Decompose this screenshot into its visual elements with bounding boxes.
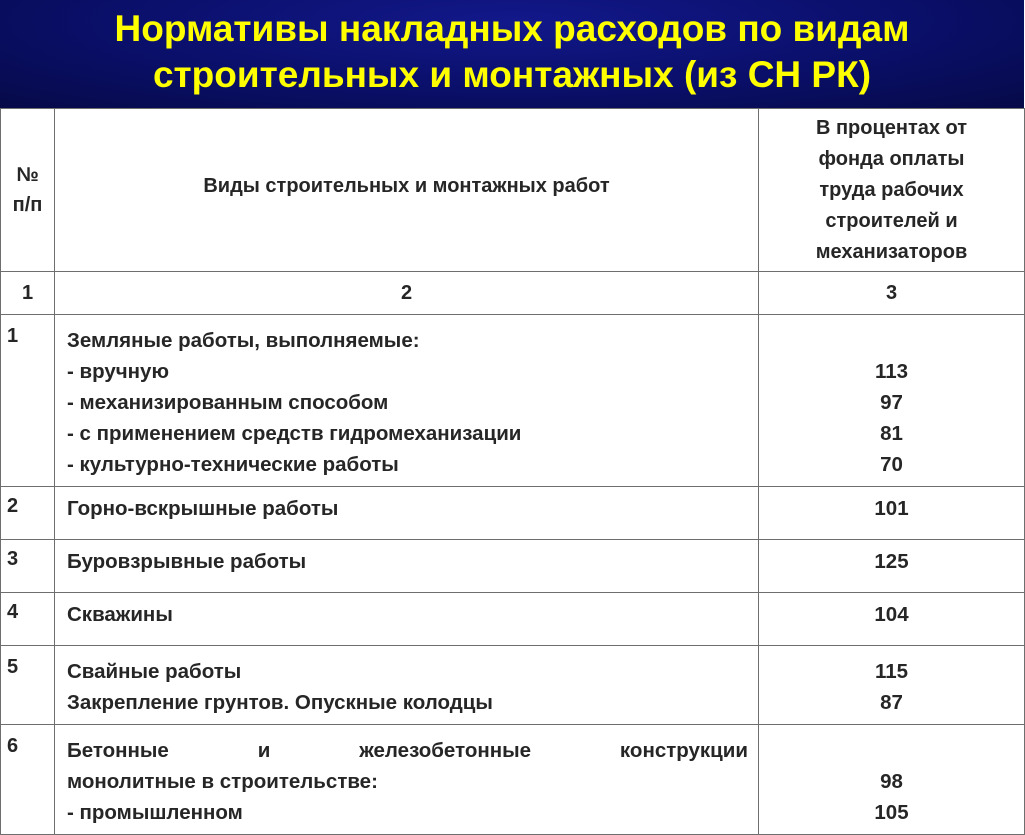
title-line-1: Нормативы накладных расходов по видам [114, 8, 910, 49]
work-line: - с применением средств гидромеханизации [67, 422, 522, 445]
row-work-type [55, 725, 759, 835]
row-number: 4 [1, 593, 55, 646]
table-row [1, 487, 1025, 540]
column-index: 3 [759, 272, 1025, 315]
header-num-line: № [16, 164, 39, 186]
work-line: - культурно-технические работы [67, 453, 399, 476]
work-line: - промышленном [67, 801, 243, 824]
header-percent-line: В процентах от [815, 117, 968, 139]
work-line: Скважины [67, 603, 173, 626]
column-index: 1 [1, 272, 55, 315]
work-line: Горно-вскрышные работы [67, 497, 339, 520]
percent-value: 115 [874, 660, 909, 683]
percent-value: 87 [880, 691, 903, 714]
table-row [1, 540, 1025, 593]
header-percent-line: механизаторов [815, 241, 968, 263]
row-percent [759, 593, 1025, 646]
header-num-line: п/п [12, 194, 43, 216]
table-row [1, 646, 1025, 725]
percent-value: 125 [874, 550, 909, 573]
header-num [1, 109, 55, 272]
table-row [1, 315, 1025, 487]
header-work-types: Виды строительных и монтажных работ [55, 109, 759, 272]
row-work-type [55, 540, 759, 593]
row-percent [759, 540, 1025, 593]
table-header-row [1, 109, 1025, 272]
percent-value: 98 [880, 770, 903, 793]
column-index-row [1, 272, 1025, 315]
row-percent [759, 315, 1025, 487]
header-percent [759, 109, 1025, 272]
table-row [1, 593, 1025, 646]
row-number: 3 [1, 540, 55, 593]
row-number: 5 [1, 646, 55, 725]
percent-value: 97 [880, 391, 903, 414]
percent-value: 70 [880, 453, 903, 476]
work-line: Бетонные и железобетонные конструкции [67, 739, 748, 762]
work-line: - вручную [67, 360, 169, 383]
percent-value [759, 325, 1024, 356]
percent-value: 113 [874, 360, 909, 383]
work-line: монолитные в строительстве: [67, 770, 378, 793]
row-percent [759, 646, 1025, 725]
percent-value: 104 [874, 603, 909, 626]
header-percent-line: фонда оплаты [818, 148, 965, 170]
row-percent [759, 725, 1025, 835]
work-line: Закрепление грунтов. Опускные колодцы [67, 691, 493, 714]
percent-value: 101 [874, 497, 909, 520]
column-index: 2 [55, 272, 759, 315]
row-work-type [55, 315, 759, 487]
percent-value [759, 735, 1024, 766]
percent-value: 81 [880, 422, 903, 445]
header-percent-line: труда рабочих [819, 179, 964, 201]
percent-value: 105 [874, 801, 909, 824]
work-line: Земляные работы, выполняемые: [67, 329, 420, 352]
header-percent-line: строителей и [825, 210, 958, 232]
row-number: 2 [1, 487, 55, 540]
row-percent [759, 487, 1025, 540]
row-work-type [55, 487, 759, 540]
row-work-type [55, 646, 759, 725]
table-row [1, 725, 1025, 835]
row-number: 6 [1, 725, 55, 835]
row-number: 1 [1, 315, 55, 487]
row-work-type [55, 593, 759, 646]
title-line-2: строительных и монтажных (из СН РК) [152, 54, 872, 95]
overhead-norms-table [0, 108, 1025, 835]
work-line: - механизированным способом [67, 391, 389, 414]
work-line: Буровзрывные работы [67, 550, 307, 573]
table-container [0, 108, 1024, 824]
work-line: Свайные работы [67, 660, 242, 683]
slide-title [0, 0, 1024, 108]
